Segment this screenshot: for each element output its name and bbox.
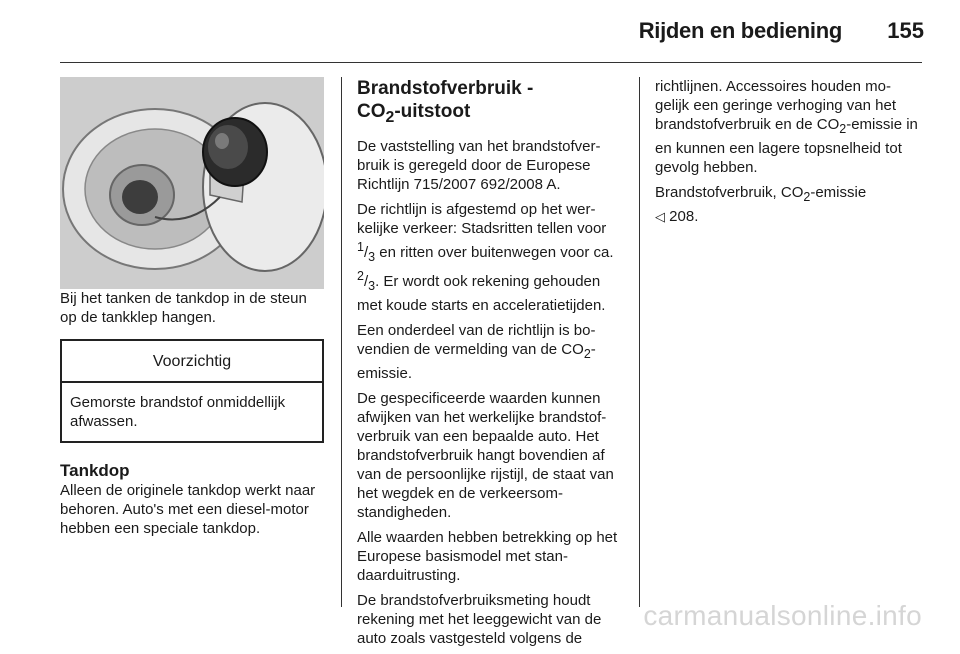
- section-title-co: CO: [357, 101, 386, 122]
- fraction-2-num: 2: [357, 268, 364, 283]
- paragraph-7-sub: 2: [839, 122, 847, 136]
- fuel-cap-icon: [60, 77, 324, 289]
- paragraph-3: [357, 321, 625, 383]
- page-reference-arrow-icon[interactable]: ◁: [655, 209, 665, 224]
- page-number: 155: [887, 18, 924, 43]
- paragraph-2-c: . Er wordt ook rekening gehouden met koude starts en acceleratietijden.: [357, 272, 606, 314]
- watermark: carmanualsonline.info: [643, 600, 922, 631]
- fraction-2-den: 3: [368, 278, 376, 293]
- caution-body: Gemorste brandstof onmiddellijk afwassen.: [70, 394, 286, 430]
- section-title: [357, 77, 625, 129]
- column-3: [655, 77, 923, 232]
- column-2: [357, 77, 625, 654]
- section-title-rest: -uitstoot: [394, 101, 471, 122]
- figure-caption: Bij het tanken de tankdop in de steun op de tankklep hangen.: [60, 290, 307, 326]
- paragraph-7: [655, 77, 923, 177]
- page-reference-link[interactable]: 208.: [665, 208, 699, 225]
- fuel-cap-paragraph: Alleen de originele tankdop werkt naar behoren. Auto's met een diesel-motor hebben een speciale tankdop.: [60, 482, 316, 537]
- paragraph-3-a: Een onderdeel van de richtlijn is bo-vendien de vermelding van de CO: [357, 321, 596, 358]
- column-divider-2: [639, 77, 640, 607]
- paragraph-7-a: richtlijnen. Accessoires houden mo-gelijk een geringe verhoging van het brandstofverbruik en de CO: [655, 78, 897, 133]
- paragraph-4: De gespecificeerde waarden kunnen afwijken van het werkelijke brandstof-verbruik van een bepaalde auto. Het brandstofverbruik hangt bovendien af van de persoonlijke rijstijl, de staat van het wegdek en de verkeersom-standigheden.: [357, 389, 614, 521]
- column-divider-1: [341, 77, 342, 607]
- paragraph-8: [655, 183, 923, 226]
- paragraph-8-b: -emissie: [810, 184, 867, 201]
- caution-title: Voorzichtig: [62, 341, 322, 383]
- paragraph-2-b: en ritten over buitenwegen voor ca.: [375, 243, 614, 261]
- fraction-1-den: 3: [368, 249, 376, 264]
- paragraph-3-sub: 2: [583, 346, 591, 361]
- page-header-title: Rijden en bediening: [638, 18, 842, 43]
- header-divider: [60, 62, 922, 63]
- paragraph-3-b: -emissie.: [357, 340, 596, 382]
- fuel-cap-heading: Tankdop: [60, 461, 130, 480]
- paragraph-6: De brandstofverbruiksmeting houdt rekening met het leeggewicht van de auto zoals vastgesteld volgens de: [357, 591, 602, 647]
- column-1: [60, 77, 324, 544]
- paragraph-1: De vaststelling van het brandstofver-bruik is geregeld door de Europese Richtlijn 715/2007 692/2008 A.: [357, 137, 601, 193]
- paragraph-2-a: De richtlijn is afgestemd op het wer-kelijke verkeer: Stadsritten tellen voor: [357, 200, 607, 237]
- fraction-1-num: 1: [357, 239, 364, 254]
- caution-box: [60, 339, 324, 443]
- paragraph-7-b: -emissie in en kunnen een lagere topsnelheid tot gevolg hebben.: [655, 116, 918, 176]
- section-title-sub: 2: [385, 108, 395, 126]
- section-title-line1: Brandstofverbruik -: [357, 78, 534, 99]
- paragraph-2: De richtlijn is afgestemd op het wer-kelijke verkeer: Stadsritten tellen voor $^1/_3$ en ritten over buitenwegen voor ca. $^2/_3$. Er wordt ook rekening gehouden met koude starts en acceleratietijden.: [357, 200, 614, 314]
- paragraph-5: Alle waarden hebben betrekking op het Europese basismodel met stan-daarduitrusting.: [357, 528, 618, 584]
- fuel-cap-illustration: [60, 77, 324, 289]
- paragraph-8-sub: 2: [803, 190, 811, 204]
- paragraph-8-a: Brandstofverbruik, CO: [655, 184, 804, 201]
